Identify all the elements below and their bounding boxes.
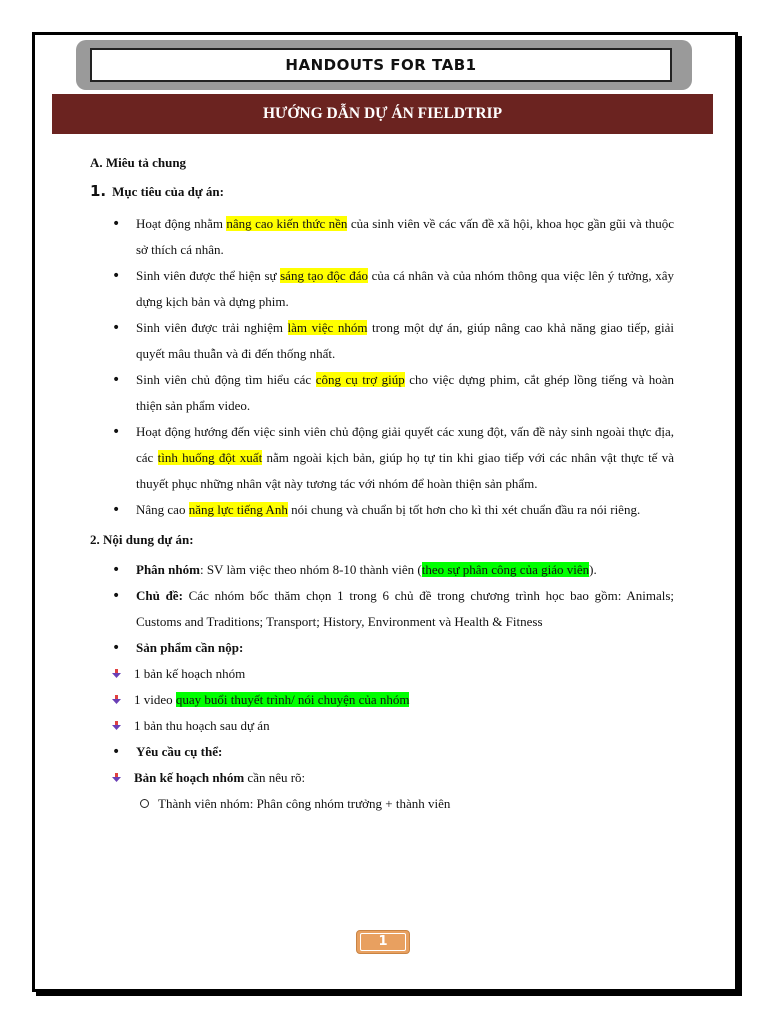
requirements-label: Yêu cầu cụ thể: xyxy=(136,744,223,759)
item-text: Thành viên nhóm: Phân công nhóm trưởng + thành viên xyxy=(158,796,451,811)
banner-title: HƯỚNG DẪN DỰ ÁN FIELDTRIP xyxy=(262,105,503,122)
topic-label: Chủ đề: xyxy=(136,588,183,603)
circle-bullet-icon xyxy=(140,799,149,808)
arrow-down-icon xyxy=(112,695,121,705)
arrow-down-icon xyxy=(112,773,121,783)
highlight-text: tình huống đột xuất xyxy=(157,450,263,465)
list-item xyxy=(90,687,674,713)
section-1-title: Mục tiêu của dự án: xyxy=(112,184,224,199)
item-text: 1 bản thu hoạch sau dự án xyxy=(134,718,270,733)
highlight-text: nâng cao kiến thức nền xyxy=(226,216,348,231)
project-banner xyxy=(52,94,713,134)
handout-title xyxy=(90,48,672,82)
list-item xyxy=(90,635,674,661)
item-text: Hoạt động nhằm xyxy=(136,216,227,231)
handout-title-text: HANDOUTS FOR TAB1 xyxy=(285,56,477,74)
item-text: : SV làm việc theo nhóm 8-10 thành viên ( xyxy=(199,562,422,577)
requirements-list xyxy=(90,739,674,765)
content-list xyxy=(90,557,674,661)
item-text: của sinh viên về các vấn đề xã hội, khoa học gần gũi và thuộc sở thích cá nhân. xyxy=(136,216,675,257)
list-item xyxy=(90,713,674,739)
item-text: Hoạt động hướng đến việc sinh viên chủ động giải quyết các xung đột, vấn đề nảy sinh ngoài thực địa, các xyxy=(136,424,674,465)
item-text: 1 bản kế hoạch nhóm xyxy=(134,666,246,681)
arrow-down-icon xyxy=(112,721,121,731)
list-item xyxy=(90,315,674,367)
item-text: Sinh viên được trải nghiệm xyxy=(136,320,288,335)
objectives-list xyxy=(90,211,674,523)
item-text: Sinh viên được thể hiện sự xyxy=(136,268,281,283)
plan-details-list xyxy=(90,791,674,817)
plan-label: Bản kế hoạch nhóm xyxy=(134,770,245,785)
list-item xyxy=(90,367,674,419)
products-label: Sản phẩm cần nộp: xyxy=(136,640,244,655)
item-text: Các nhóm bốc thăm chọn 1 trong 6 chủ đề trong chương trình học bao gồm: Animals; Customs and Traditions; Transport; History, Environment và Health & Fitness xyxy=(136,588,674,629)
requirements-sub-list xyxy=(90,765,674,791)
list-item xyxy=(90,263,674,315)
item-text: cho việc dựng phim, cắt ghép lồng tiếng và hoàn thiện sản phẩm video. xyxy=(136,372,675,413)
item-text: ). xyxy=(589,562,597,577)
highlight-text: quay buổi thuyết trình/ nói chuyện của nhóm xyxy=(175,692,410,707)
highlight-text: sáng tạo độc đáo xyxy=(280,268,369,283)
document-body xyxy=(90,150,674,817)
highlight-text: công cụ trợ giúp xyxy=(315,372,405,387)
products-list xyxy=(90,661,674,739)
grouping-label: Phân nhóm xyxy=(136,562,200,577)
highlight-text: theo sự phân công của giáo viên xyxy=(421,562,590,577)
highlight-text: năng lực tiếng Anh xyxy=(188,502,288,517)
arrow-down-icon xyxy=(112,669,121,679)
list-item xyxy=(90,791,674,817)
item-text: Nâng cao xyxy=(136,502,189,517)
item-text: Sinh viên chủ động tìm hiểu các xyxy=(136,372,316,387)
list-item xyxy=(90,661,674,687)
section-1-heading xyxy=(90,178,674,205)
list-item xyxy=(90,211,674,263)
list-item xyxy=(90,583,674,635)
section-1-number: 1. xyxy=(90,182,107,200)
section-a-heading: A. Miêu tả chung xyxy=(90,155,187,170)
item-text: nói chung và chuẩn bị tốt hơn cho kì thi xét chuẩn đầu ra nói riêng. xyxy=(287,502,641,517)
item-text: của cá nhân và của nhóm thông qua việc lên ý tưởng, xây dựng kịch bản và dựng phim. xyxy=(136,268,674,309)
list-item xyxy=(90,557,674,583)
list-item xyxy=(90,419,674,497)
item-text: trong một dự án, giúp nâng cao khả năng giao tiếp, giải quyết mâu thuẫn và đi đến thống nhất. xyxy=(136,320,674,361)
item-text: cần nêu rõ: xyxy=(244,770,306,785)
page-number-badge xyxy=(356,930,410,954)
item-text: nằm ngoài kịch bản, giúp họ tự tin khi giao tiếp với các nhân vật thực tế và thuyết phục những nhân vật này tương tác với nhóm để hoàn thiện sản phẩm. xyxy=(136,450,675,491)
list-item xyxy=(90,739,674,765)
page-number: 1 xyxy=(360,933,406,951)
list-item xyxy=(90,497,674,523)
item-text: 1 video xyxy=(134,692,176,707)
list-item xyxy=(90,765,674,791)
section-2-heading: 2. Nội dung dự án: xyxy=(90,532,194,547)
highlight-text: làm việc nhóm xyxy=(287,320,368,335)
